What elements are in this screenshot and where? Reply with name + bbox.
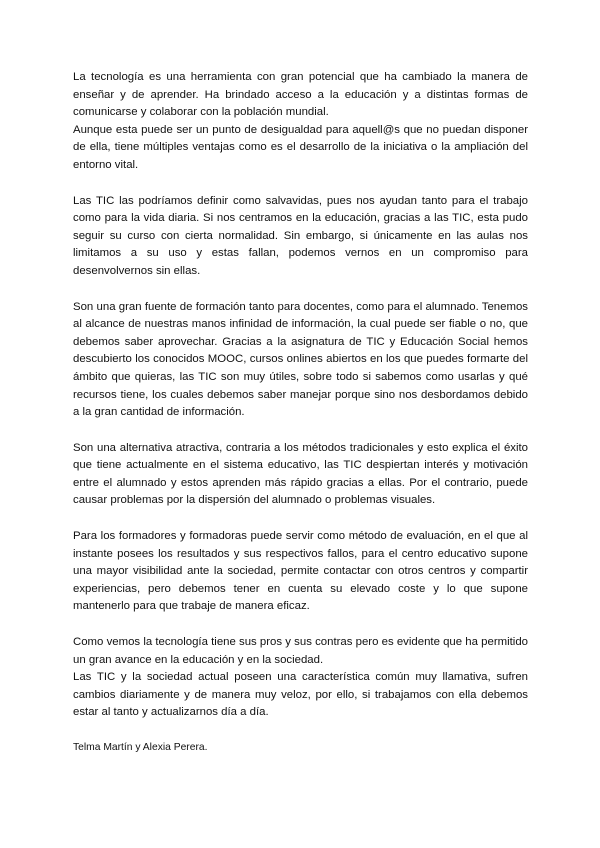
paragraph-line: Son una alternativa atractiva, contraria a los métodos tradicionales y esto explica el éxito que tiene actualmente en el sistema educativo, las TIC despiertan interés y motivación entre el alumnado y estos aprenden más rápido gracias a ellas. Por el contrario, puede causar problemas por la dispersión del alumnado o problemas visuales.: [73, 441, 528, 507]
paragraph-line: Son una gran fuente de formación tanto para docentes, como para el alumnado. Tenemos al alcance de nuestras manos infinidad de información, la cual puede ser fiable o no, que debemos saber aprovechar. Gracias a la asignatura de TIC y Educación Social hemos descubierto los conocidos MOOC, cursos onlines abiertos en los que puedes formarte del ámbito que quieras, las TIC son muy útiles, sobre todo si sabemos como usarlas y qué recursos tiene, los cuales debemos saber manejar porque sino nos desbordamos debido a la gran cantidad de información.: [73, 300, 528, 419]
paragraph-line: Aunque esta puede ser un punto de desigualdad para aquell@s que no puedan disponer de ella, tiene múltiples ventajas como es el desarrollo de la iniciativa o la ampliación del entorno vital.: [73, 123, 528, 171]
signature: Telma Martín y Alexia Perera.: [73, 742, 208, 753]
paragraph-evaluation: [73, 528, 528, 616]
paragraph-line: Las TIC y la sociedad actual poseen una característica común muy llamativa, sufren cambios diariamente y de manera muy veloz, por ello, si trabajamos con ella debemos estar al tanto y actualizarnos día a día.: [73, 671, 528, 719]
paragraph-line: Como vemos la tecnología tiene sus pros y sus contras pero es evidente que ha permitido un gran avance en la educación y en la sociedad.: [73, 636, 528, 666]
paragraph-line: La tecnología es una herramienta con gran potencial que ha cambiado la manera de enseñar y de aprender. Ha brindado acceso a la educación y a distintas formas de comunicarse y colaborar con la población mundial.: [73, 71, 528, 119]
paragraph-line: Las TIC las podríamos definir como salvavidas, pues nos ayudan tanto para el trabajo como para la vida diaria. Si nos centramos en la educación, gracias a las TIC, esta pudo seguir su curso con cierta normalidad. Sin embargo, si únicamente en las aulas nos limitamos a su uso y estas fallan, podemos vernos en un compromiso para desenvolvernos sin ellas.: [73, 194, 528, 277]
paragraph-training-source: [73, 299, 528, 422]
document-page: [73, 69, 528, 756]
paragraph-conclusion: [73, 634, 528, 722]
paragraph-alternative: [73, 440, 528, 510]
paragraph-tic-definition: [73, 193, 528, 281]
paragraph-intro: [73, 69, 528, 175]
paragraph-line: Para los formadores y formadoras puede servir como método de evaluación, en el que al instante posees los resultados y sus respectivos fallos, para el centro educativo supone una mayor visibilidad ante la sociedad, permite contactar con otros centros y compartir experiencias, pero debemos tener en cuenta su elevado coste y lo que supone mantenerlo para que trabaje de manera eficaz.: [73, 530, 528, 613]
